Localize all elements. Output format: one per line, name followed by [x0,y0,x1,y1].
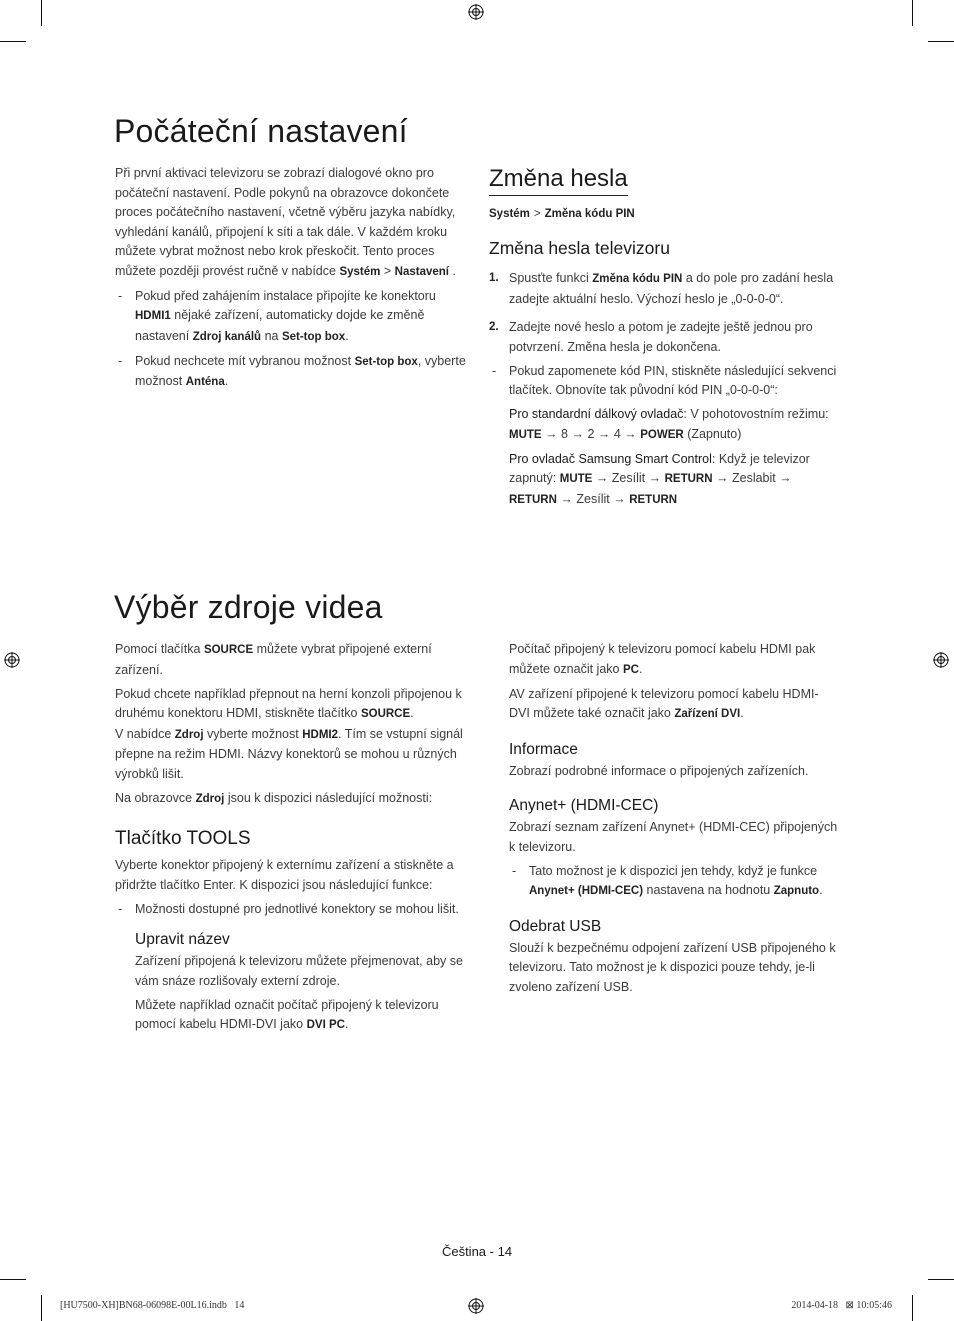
crop-mark [928,41,954,42]
list-item: 2. Zadejte nové heslo a potom je zadejte ještě jednou pro potvrzení. Změna hesla je dokončena. [489,320,813,354]
registration-mark-icon [468,1298,484,1314]
page-number: Čeština - 14 [441,1244,513,1259]
section-title-source-selection: Výběr zdroje videa [114,589,383,625]
anynet-title: Anynet+ (HDMI-CEC) [509,797,659,814]
paragraph: Počítač připojený k televizoru pomocí kabelu HDMI pak můžete označit jako PC. [509,642,816,676]
paragraph: Zobrazí podrobné informace o připojených zařízeních. [509,763,809,778]
paragraph: Pomocí tlačítka SOURCE můžete vybrat připojené externí zařízení. [115,642,432,677]
change-tv-password-subtitle: Změna hesla televizoru [489,238,670,258]
file-info: [HU7500-XH]BN68-06098E-00L16.indb 14 [60,1300,245,1311]
list-item: - Tato možnost je k dispozici jen tehdy, když je funkce Anynet+ (HDMI-CEC) nastavena na hodnotu Zapnuto. [509,862,839,902]
paragraph: Zobrazí seznam zařízení Anynet+ (HDMI-CEC) připojených k televizoru. [509,820,838,854]
tools-button-title: Tlačítko TOOLS [115,828,251,849]
paragraph: Na obrazovce Zdroj jsou k dispozici následující možnosti: [115,790,433,805]
crop-mark [0,41,26,42]
remove-usb-title: Odebrat USB [509,917,602,935]
print-date: 2014-04-18 ⊠ 10:05:46 [791,1300,892,1311]
source-left-column [115,640,467,1040]
crop-mark [912,1295,913,1321]
change-password-column [489,165,837,515]
paragraph: AV zařízení připojené k televizoru pomocí kabelu HDMI-DVI můžete také označit jako Zařízení DVI. [509,686,819,720]
paragraph: Pokud chcete například přepnout na herní konzoli připojenou k druhému konektoru HDMI, stiskněte tlačítko SOURCE. V nabídce Zdroj vyberte možnost HDMI2. Tím se vstupní signál přepne na režim HDMI. Názvy konektorů se mohou u různých výrobků lišit. [115,686,463,781]
crop-mark [0,1279,26,1280]
registration-mark-icon [468,4,484,20]
change-password-title: Změna hesla [489,165,628,196]
paragraph: Zařízení připojená k televizoru můžete přejmenovat, aby se vám snáze rozlišovaly externí zdroje. [135,954,463,988]
list-item: - Pokud před zahájením instalace připojíte ke konektoru HDMI1 nějaké zařízení, automaticky dojde ke změně nastavení Zdroj kanálů na Set-top box. [115,287,467,348]
crop-mark [41,1295,42,1321]
source-right-column [509,640,839,1002]
list-item: - Pokud zapomenete kód PIN, stiskněte následující sekvenci tlačítek. Obnovíte tak původní kód PIN „0-0-0-0“: [489,362,837,401]
paragraph: Můžete například označit počítač připojený k televizoru pomocí kabelu HDMI-DVI jako DVI PC. [135,997,439,1031]
rename-block [115,931,467,1036]
section-title-initial-setup: Počáteční nastavení [114,113,408,149]
paragraph: Vyberte konektor připojený k externímu zařízení a stiskněte a přidržte tlačítko Enter. K dispozici jsou následující funkce: [115,858,454,892]
list-item: - Možnosti dostupné pro jednotlivé konektory se mohou lišit. [115,900,467,920]
registration-mark-icon [4,652,20,668]
list-item: 1. Spusťte funkci Změna kódu PIN a do pole pro zadání hesla zadejte aktuální heslo. Výchozí heslo je „0-0-0-0“. [489,271,834,306]
intro-paragraph: Při první aktivaci televizoru se zobrazí dialogové okno pro počáteční nastavení. Podle pokynů na obrazovce dokončete proces počátečního nastavení, včetně výběru jazyka nabídky, vyhledání kanálů, připojení k síti a tak dále. V každém kroku můžete vybrat možnost nebo krok přeskočit. Tento proces můžete později provést ručně v nabídce Systém > Nastavení . [115,166,456,278]
crop-mark [41,0,42,26]
standard-remote-instructions: Pro standardní dálkový ovladač: V pohotovostním režimu: MUTE → 8 → 2 → 4 → POWER (Zapnuto) [509,407,829,441]
rename-title: Upravit název [135,931,230,948]
smart-control-instructions: Pro ovladač Samsung Smart Control: Když je televizor zapnutý: MUTE → Zesílit → RETURN → Zeslabit → RETURN → Zesílit → RETURN [509,451,810,506]
breadcrumb: Systém > Změna kódu PIN [489,208,635,220]
initial-setup-column [115,164,467,397]
information-title: Informace [509,740,578,758]
registration-mark-icon [933,652,949,668]
crop-mark [928,1279,954,1280]
list-item: - Pokud nechcete mít vybranou možnost Set-top box, vyberte možnost Anténa. [115,352,467,393]
crop-mark [912,0,913,26]
paragraph: Slouží k bezpečnému odpojení zařízení USB připojeného k televizoru. Tato možnost je k dispozici pouze tehdy, je-li zvoleno zařízení USB. [509,940,836,994]
